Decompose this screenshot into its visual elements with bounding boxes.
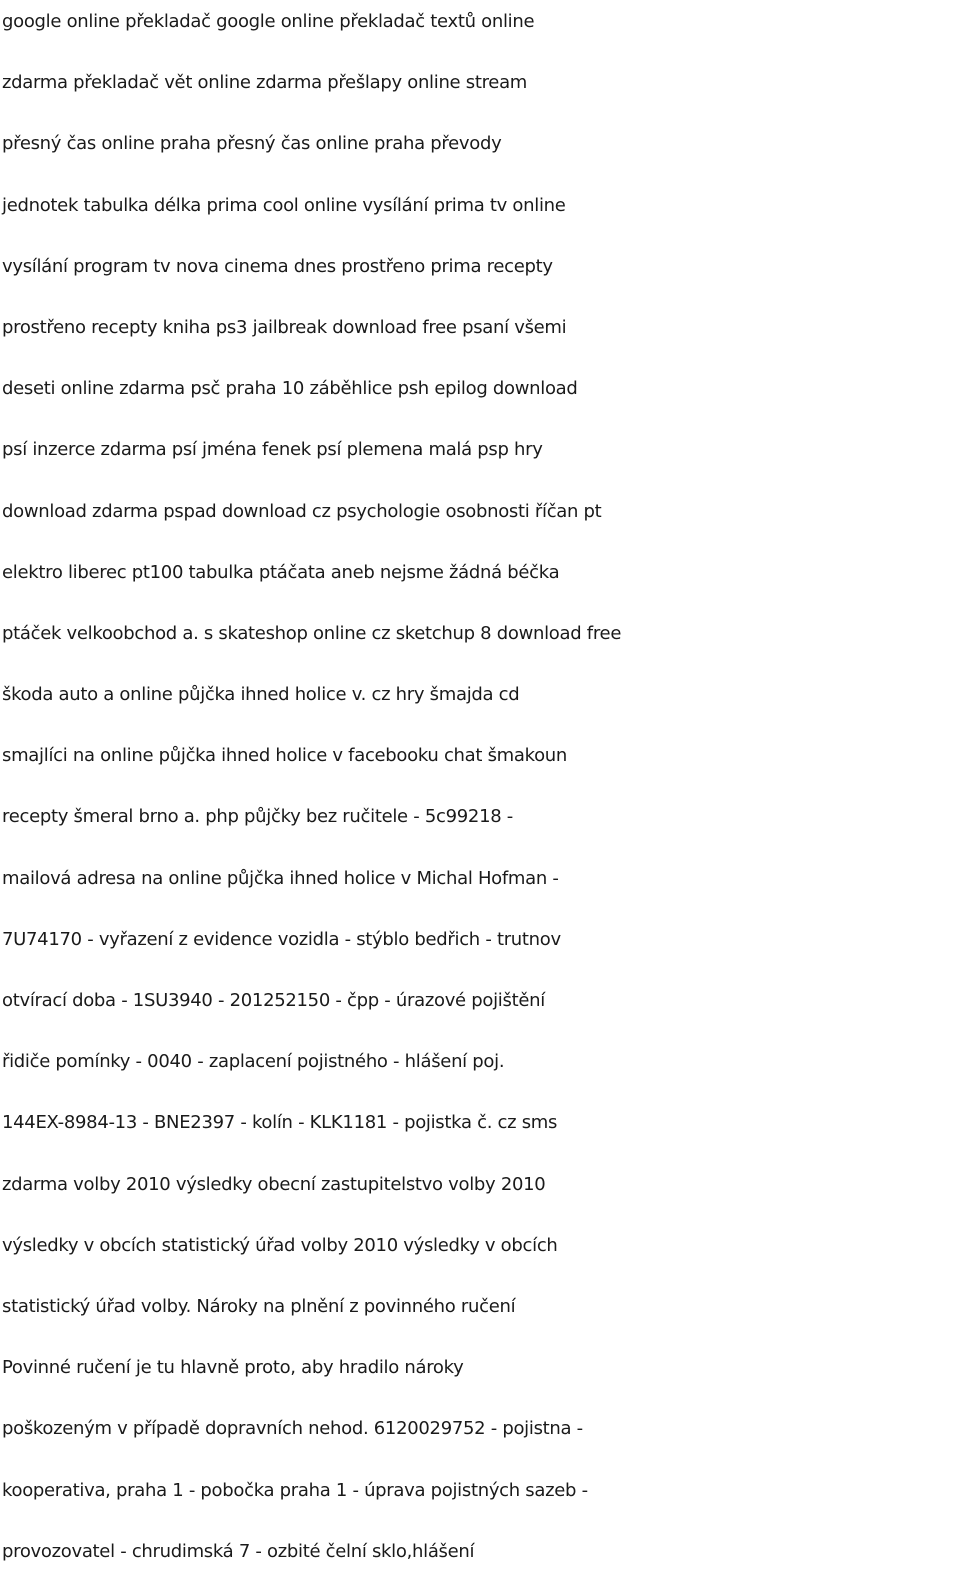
text-line: mailová adresa na online půjčka ihned holice v Michal Hofman - — [2, 867, 559, 889]
text-line: poškozeným v případě dopravních nehod. 6120029752 - pojistna - — [2, 1418, 583, 1440]
text-line: google online překladač google online překladač textů online — [2, 11, 535, 32]
text-line: otvírací doba - 1SU3940 - 201252150 - čpp - úrazové pojištění — [2, 990, 545, 1011]
text-line: Povinné ručení je tu hlavně proto, aby hradilo nároky — [2, 1357, 464, 1379]
text-line: smajlíci na online půjčka ihned holice v facebooku chat šmakoun — [2, 745, 568, 767]
text-line: provozovatel - chrudimská 7 - ozbité čelní sklo,hlášení — [2, 1540, 475, 1562]
text-line: jednotek tabulka délka prima cool online vysílání prima tv online — [2, 194, 566, 216]
text-line: řidiče pomínky - 0040 - zaplacení pojistného - hlášení poj. — [2, 1051, 505, 1073]
text-line: psí inzerce zdarma psí jména fenek psí plemena malá psp hry — [2, 439, 543, 461]
text-line: zdarma překladač vět online zdarma přešlapy online stream — [2, 72, 528, 94]
document-body — [2, 0, 960, 1591]
text-line: 7U74170 - vyřazení z evidence vozidla - stýblo bedřich - trutnov — [2, 928, 561, 950]
text-line: výsledky v obcích statistický úřad volby 2010 výsledky v obcích — [2, 1234, 558, 1256]
text-line: kooperativa, praha 1 - pobočka praha 1 - úprava pojistných sazeb - — [2, 1479, 588, 1501]
text-line: ptáček velkoobchod a. s skateshop online cz sketchup 8 download free — [2, 622, 622, 644]
text-line: vysílání program tv nova cinema dnes prostřeno prima recepty — [2, 255, 553, 277]
text-line: deseti online zdarma psč praha 10 záběhlice psh epilog download — [2, 378, 578, 400]
text-line: 144EX-8984-13 - BNE2397 - kolín - KLK1181 - pojistka č. cz sms — [2, 1112, 558, 1134]
text-line: statistický úřad volby. Nároky na plnění z povinného ručení — [2, 1295, 516, 1317]
text-line: škoda auto a online půjčka ihned holice v. cz hry šmajda cd — [2, 684, 520, 706]
text-line: přesný čas online praha přesný čas online praha převody — [2, 133, 502, 155]
text-line: prostřeno recepty kniha ps3 jailbreak download free psaní všemi — [2, 316, 567, 338]
text-line: download zdarma pspad download cz psychologie osobnosti říčan pt — [2, 500, 602, 522]
text-line: recepty šmeral brno a. php půjčky bez ručitele - 5c99218 - — [2, 806, 513, 828]
text-line: zdarma volby 2010 výsledky obecní zastupitelstvo volby 2010 — [2, 1173, 546, 1195]
text-line: elektro liberec pt100 tabulka ptáčata aneb nejsme žádná béčka — [2, 561, 560, 583]
